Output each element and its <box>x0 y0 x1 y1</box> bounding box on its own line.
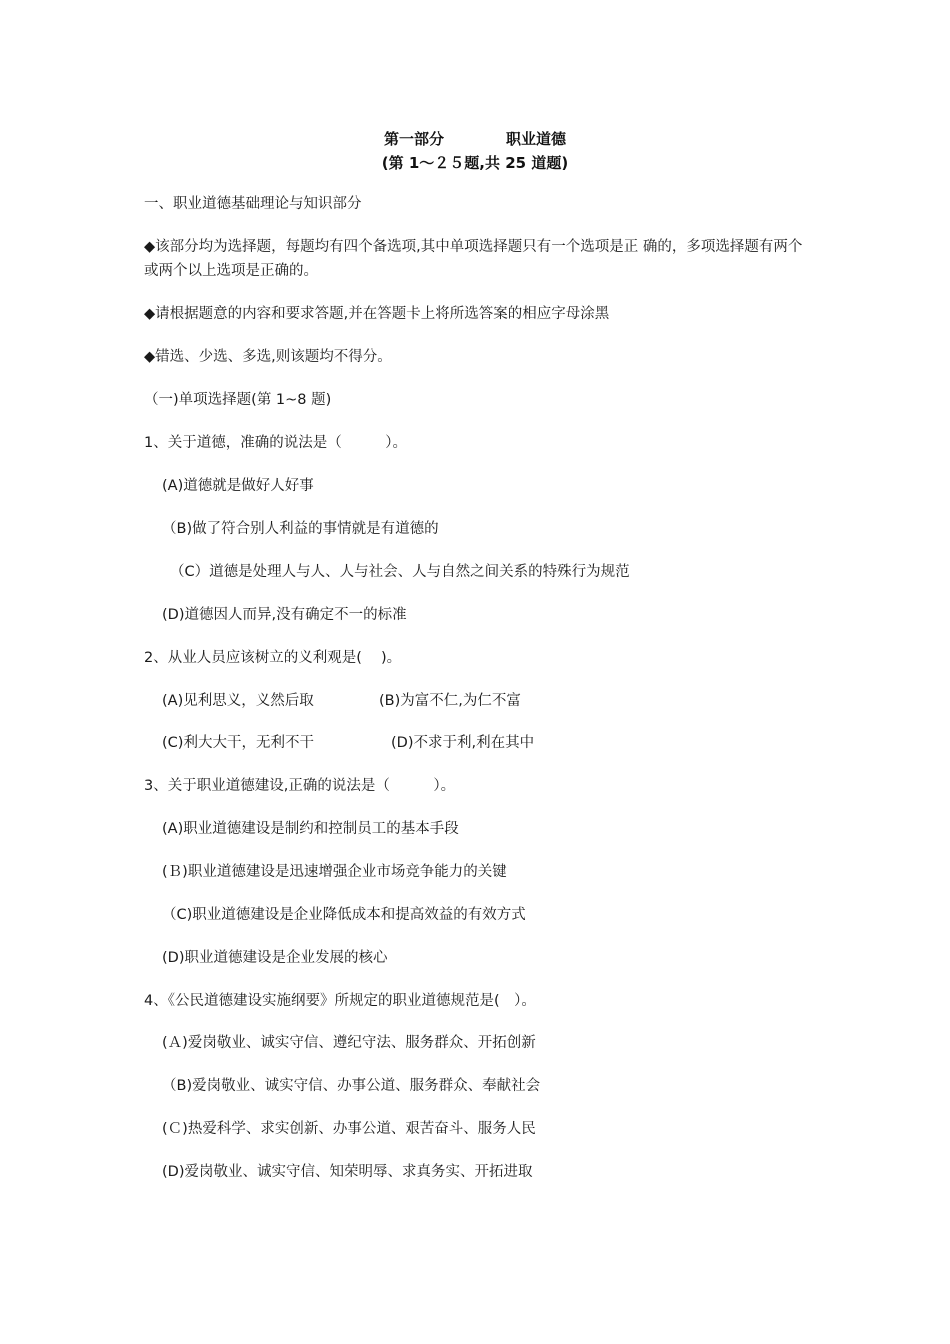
option-b: （B)爱岗敬业、诚实守信、办事公道、服务群众、奉献社会 <box>162 1078 541 1094</box>
part-label: 第一部分 <box>383 130 444 148</box>
question-stem: 2、从业人员应该树立的义利观是( )。 <box>144 650 402 666</box>
option-a: (Ａ)爱岗敬业、诚实守信、遵纪守法、服务群众、开拓创新 <box>162 1035 536 1051</box>
option-d: (D)道德因人而异,没有确定不一的标准 <box>162 607 407 623</box>
option-a: (A)道德就是做好人好事 <box>162 478 314 494</box>
option-c: （C）道德是处理人与人、人与社会、人与自然之间关系的特殊行为规范 <box>170 564 630 580</box>
section-heading: 一、职业道德基础理论与知识部分 <box>144 196 362 212</box>
option-b: （B)做了符合别人利益的事情就是有道德的 <box>162 521 439 537</box>
option-b: (B)为富不仁,为仁不富 <box>379 693 521 709</box>
option-d: (D)不求于利,利在其中 <box>391 735 535 751</box>
question-range: (第 1～２５题,共 25 道题) <box>381 154 569 172</box>
option-c: （C)职业道德建设是企业降低成本和提高效益的有效方式 <box>162 907 526 923</box>
option-b: (Ｂ)职业道德建设是迅速增强企业市场竞争能力的关键 <box>162 864 507 880</box>
question-stem: 1、关于道德，准确的说法是（ ）。 <box>144 435 407 451</box>
subsection-heading: （一)单项选择题(第 1~8 题) <box>144 392 332 408</box>
option-c: (C)利大大干，无利不干 <box>162 735 314 751</box>
option-d: (D)爱岗敬业、诚实守信、知荣明辱、求真务实、开拓进取 <box>162 1164 533 1180</box>
instruction-note-1: ◆该部分均为选择题，每题均有四个备选项,其中单项选择题只有一个选项是正 确的，多项选择题有两个或两个以上选项是正确的。 <box>144 239 803 279</box>
subject-label: 职业道德 <box>506 130 567 148</box>
instruction-note-3: ◆错选、少选、多选,则该题均不得分。 <box>144 349 392 365</box>
part-title <box>0 128 950 149</box>
option-a: (A)见利思义，义然后取 <box>162 693 314 709</box>
instruction-note-2: ◆请根据题意的内容和要求答题,并在答题卡上将所选答案的相应字母涂黑 <box>144 306 610 322</box>
question-stem: 3、关于职业道德建设,正确的说法是（ ）。 <box>144 778 456 794</box>
option-c: (Ｃ)热爱科学、求实创新、办事公道、艰苦奋斗、服务人民 <box>162 1121 536 1137</box>
question-stem: 4、《公民道德建设实施纲要》所规定的职业道德规范是( ）。 <box>144 993 536 1009</box>
option-a: (A)职业道德建设是制约和控制员工的基本手段 <box>162 821 459 837</box>
option-d: (D)职业道德建设是企业发展的核心 <box>162 950 388 966</box>
